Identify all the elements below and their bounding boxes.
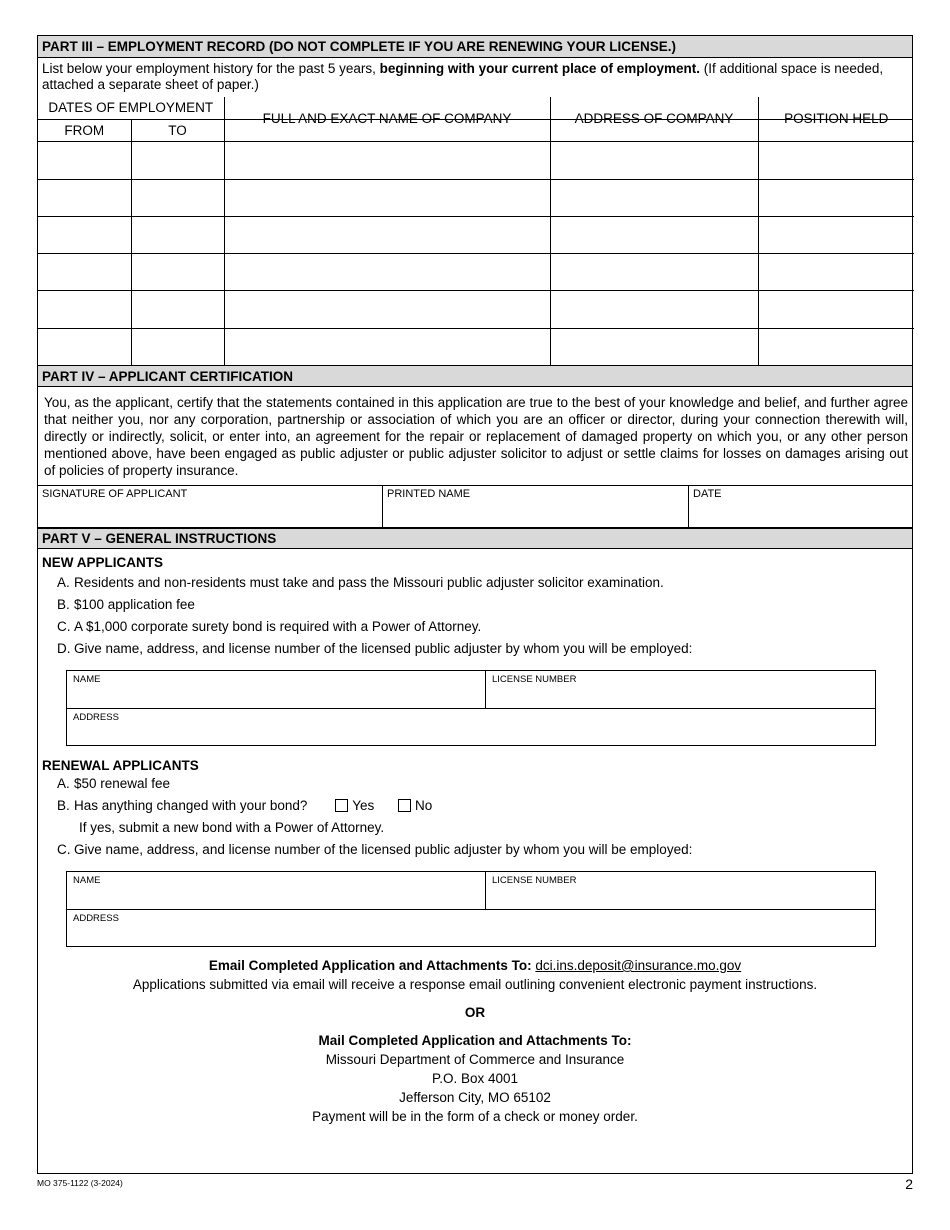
yes-checkbox[interactable] bbox=[335, 799, 348, 812]
address-label: ADDRESS bbox=[73, 712, 119, 723]
table-row bbox=[38, 253, 914, 290]
yes-label: Yes bbox=[352, 798, 375, 813]
address-cell[interactable] bbox=[550, 216, 758, 253]
no-label: No bbox=[414, 798, 433, 813]
email-link[interactable]: dci.ins.deposit@insurance.mo.gov bbox=[535, 958, 742, 973]
renewal-bond-note: If yes, submit a new bond with a Power of Attorney. bbox=[79, 820, 385, 835]
new-applicants-title: NEW APPLICANTS bbox=[42, 555, 163, 570]
position-cell[interactable] bbox=[758, 328, 914, 365]
address-cell[interactable] bbox=[550, 328, 758, 365]
position-cell[interactable] bbox=[758, 216, 914, 253]
renewal-adjuster-box bbox=[66, 871, 876, 947]
new-adjuster-name-field[interactable] bbox=[67, 671, 486, 708]
mail-line-1: Missouri Department of Commerce and Insurance bbox=[325, 1052, 625, 1067]
to-cell[interactable] bbox=[131, 290, 224, 328]
no-checkbox[interactable] bbox=[398, 799, 411, 812]
mail-line-4: Payment will be in the form of a check or money order. bbox=[312, 1109, 638, 1124]
col-from: FROM bbox=[38, 119, 131, 141]
renewal-adjuster-address-field[interactable] bbox=[67, 910, 875, 946]
new-adjuster-box bbox=[66, 670, 876, 746]
or-separator: OR bbox=[464, 1005, 486, 1020]
new-item-b: B. $100 application fee bbox=[57, 597, 195, 612]
certification-statement: You, as the applicant, certify that the statements contained in this application are true to the best of your knowledge and belief, and further agree that neither you, nor any corporation, partnership or association of which you are an officer or director, during your connection therewith will, directly or indirectly, solicit, or enter into, an agreement for the repair or replacement of damaged property on which you, or any other person mentioned above, have been engaged as public adjuster or public adjuster solicitor to adjust or settle claims for losses on damages arising out of policies of property insurance. bbox=[44, 395, 908, 478]
form-frame bbox=[37, 35, 913, 1174]
position-cell[interactable] bbox=[758, 290, 914, 328]
to-cell[interactable] bbox=[131, 328, 224, 365]
company-cell[interactable] bbox=[224, 216, 550, 253]
page-number: 2 bbox=[905, 1176, 913, 1192]
to-cell[interactable] bbox=[131, 216, 224, 253]
from-cell[interactable] bbox=[38, 328, 131, 365]
part3-intro-bold: beginning with your current place of employment. bbox=[379, 61, 700, 76]
table-row bbox=[38, 141, 914, 179]
name-label: NAME bbox=[73, 875, 101, 886]
position-cell[interactable] bbox=[758, 253, 914, 290]
table-row bbox=[38, 328, 914, 365]
printed-name-field[interactable] bbox=[383, 486, 689, 528]
from-cell[interactable] bbox=[38, 253, 131, 290]
part5-header: PART V – GENERAL INSTRUCTIONS bbox=[38, 527, 912, 549]
new-item-a: A. Residents and non-residents must take and pass the Missouri public adjuster solicitor examination. bbox=[57, 575, 664, 590]
col-company-name: FULL AND EXACT NAME OF COMPANY bbox=[224, 97, 550, 141]
date-label: DATE bbox=[693, 488, 722, 500]
part3-intro-end: (If additional space is needed, attached a separate sheet of paper.) bbox=[42, 61, 884, 92]
address-label: ADDRESS bbox=[73, 913, 119, 924]
from-cell[interactable] bbox=[38, 141, 131, 179]
from-cell[interactable] bbox=[38, 179, 131, 216]
col-dates-of-employment: DATES OF EMPLOYMENT bbox=[38, 97, 224, 119]
to-cell[interactable] bbox=[131, 141, 224, 179]
employment-table bbox=[38, 97, 914, 365]
new-item-d: D. Give name, address, and license number of the licensed public adjuster by whom you will be employed: bbox=[57, 641, 693, 656]
form-code: MO 375-1122 (3-2024) bbox=[37, 1178, 123, 1188]
company-cell[interactable] bbox=[224, 253, 550, 290]
mail-label: Mail Completed Application and Attachments To: bbox=[318, 1033, 632, 1048]
col-position-held: POSITION HELD bbox=[758, 97, 914, 141]
position-cell[interactable] bbox=[758, 179, 914, 216]
renewal-item-b: B. Has anything changed with your bond? Yes No bbox=[57, 798, 433, 813]
table-row bbox=[38, 216, 914, 253]
license-number-label: LICENSE NUMBER bbox=[492, 674, 577, 685]
part3-intro-plain: List below your employment history for the past 5 years, bbox=[42, 61, 376, 76]
company-cell[interactable] bbox=[224, 290, 550, 328]
email-instructions bbox=[42, 956, 908, 975]
to-cell[interactable] bbox=[131, 179, 224, 216]
table-row bbox=[38, 179, 914, 216]
printed-name-label: PRINTED NAME bbox=[387, 488, 471, 500]
signature-row bbox=[38, 485, 912, 529]
email-note: Applications submitted via email will receive a response email outlining convenient electronic payment instructions. bbox=[132, 977, 818, 992]
new-adjuster-address-field[interactable] bbox=[67, 709, 875, 745]
renewal-item-a: A. $50 renewal fee bbox=[57, 776, 171, 791]
part4-header: PART IV – APPLICANT CERTIFICATION bbox=[38, 365, 912, 387]
renewal-adjuster-license-field[interactable] bbox=[486, 872, 875, 909]
address-cell[interactable] bbox=[550, 253, 758, 290]
new-adjuster-license-field[interactable] bbox=[486, 671, 875, 708]
mail-line-2: P.O. Box 4001 bbox=[431, 1071, 519, 1086]
renewal-adjuster-name-field[interactable] bbox=[67, 872, 486, 909]
from-cell[interactable] bbox=[38, 216, 131, 253]
date-field[interactable] bbox=[689, 486, 912, 528]
name-label: NAME bbox=[73, 674, 101, 685]
position-cell[interactable] bbox=[758, 141, 914, 179]
table-row bbox=[38, 290, 914, 328]
license-number-label: LICENSE NUMBER bbox=[492, 875, 577, 886]
address-cell[interactable] bbox=[550, 290, 758, 328]
renewal-item-c: C. Give name, address, and license number of the licensed public adjuster by whom you will be employed: bbox=[57, 842, 693, 857]
address-cell[interactable] bbox=[550, 179, 758, 216]
address-cell[interactable] bbox=[550, 141, 758, 179]
part3-header: PART III – EMPLOYMENT RECORD (DO NOT COMPLETE IF YOU ARE RENEWING YOUR LICENSE.) bbox=[38, 36, 912, 58]
company-cell[interactable] bbox=[224, 141, 550, 179]
email-label: Email Completed Application and Attachments To: bbox=[208, 958, 532, 973]
company-cell[interactable] bbox=[224, 179, 550, 216]
company-cell[interactable] bbox=[224, 328, 550, 365]
renewal-applicants-title: RENEWAL APPLICANTS bbox=[42, 758, 199, 773]
mail-line-3: Jefferson City, MO 65102 bbox=[399, 1090, 551, 1105]
col-company-address: ADDRESS OF COMPANY bbox=[550, 97, 758, 141]
new-item-c: C. A $1,000 corporate surety bond is required with a Power of Attorney. bbox=[57, 619, 482, 634]
to-cell[interactable] bbox=[131, 253, 224, 290]
col-to: TO bbox=[131, 119, 224, 141]
signature-label: SIGNATURE OF APPLICANT bbox=[42, 488, 188, 500]
general-instructions bbox=[38, 549, 912, 1126]
from-cell[interactable] bbox=[38, 290, 131, 328]
signature-field[interactable] bbox=[38, 486, 383, 528]
